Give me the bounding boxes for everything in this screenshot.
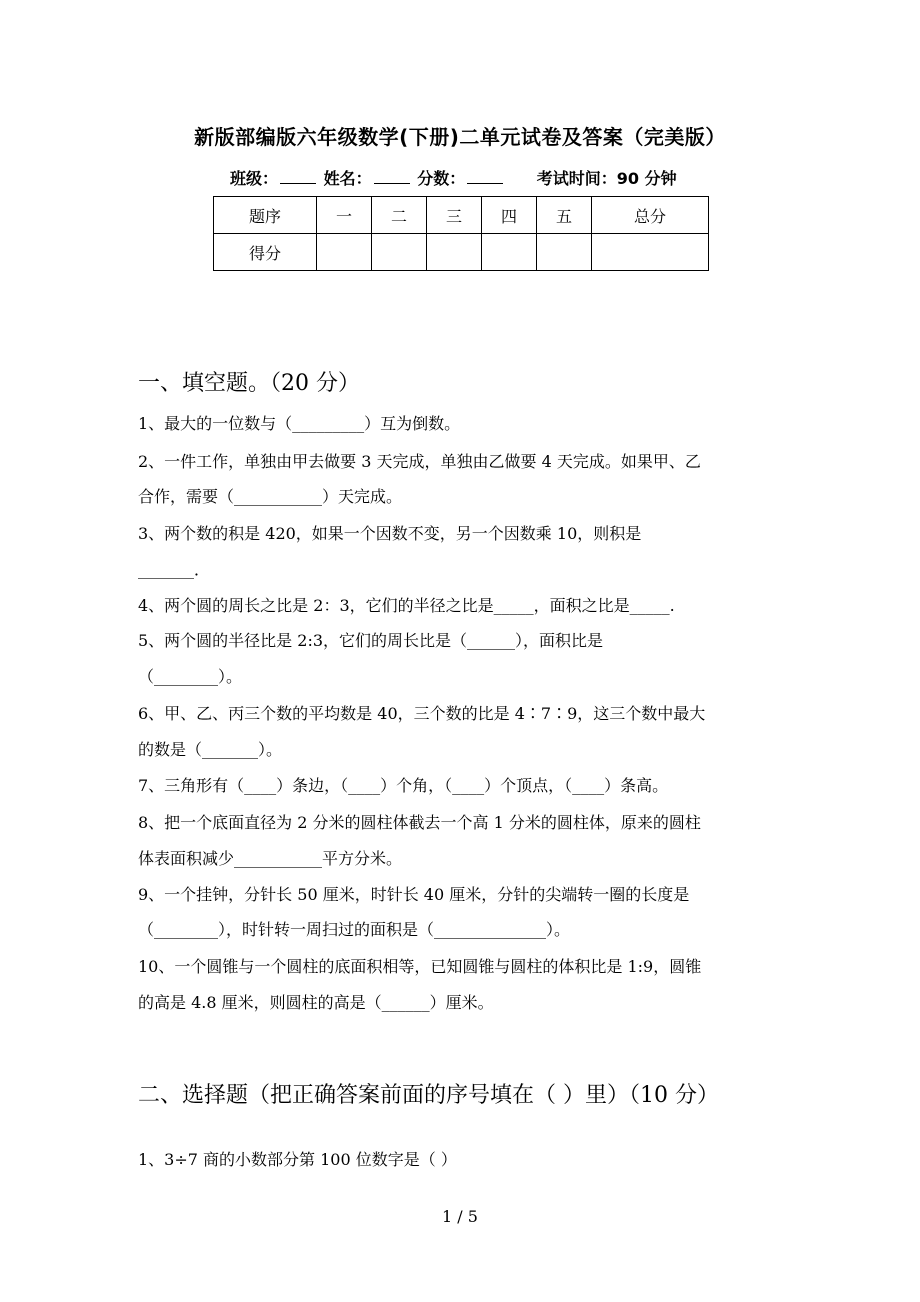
question-line: 10、一个圆锥与一个圆柱的底面积相等，已知圆锥与圆柱的体积比是 1:9，圆锥 bbox=[138, 957, 702, 976]
score-table-header-row bbox=[214, 197, 709, 234]
question-line: （________），时针转一周扫过的面积是（______________）。 bbox=[138, 920, 571, 939]
student-info-line bbox=[230, 166, 710, 189]
page-title: 新版部编版六年级数学(下册)二单元试卷及答案（完美版） bbox=[194, 125, 726, 149]
score-blank bbox=[467, 169, 503, 184]
question-line: 体表面积减少___________平方分米。 bbox=[138, 849, 403, 868]
question-line: 4、两个圆的周长之比是 2：3，它们的半径之比是_____，面积之比是_____. bbox=[138, 596, 675, 615]
question-line: 8、把一个底面直径为 2 分米的圆柱体截去一个高 1 分米的圆柱体，原来的圆柱 bbox=[138, 813, 701, 832]
question-line: _______． bbox=[138, 560, 211, 579]
table-header-cell: 三 bbox=[427, 197, 482, 234]
score-cell bbox=[427, 234, 482, 271]
question-line: 1、最大的一位数与（_________）互为倒数。 bbox=[138, 414, 461, 433]
table-header-cell: 题序 bbox=[214, 197, 317, 234]
table-header-cell: 四 bbox=[482, 197, 537, 234]
exam-time: 考试时间：90 分钟 bbox=[536, 169, 677, 188]
name-label: 姓名： bbox=[323, 169, 372, 188]
name-blank bbox=[374, 169, 410, 184]
question-line: 1、3÷7 商的小数部分第 100 位数字是（ ） bbox=[138, 1150, 457, 1169]
table-header-cell: 五 bbox=[537, 197, 592, 234]
score-cell bbox=[482, 234, 537, 271]
table-header-cell: 总分 bbox=[592, 197, 709, 234]
question-line: 的数是（_______）。 bbox=[138, 740, 283, 759]
score-cell bbox=[537, 234, 592, 271]
question-line: 7、三角形有（____）条边，（____）个角，（____）个顶点，（____）条高。 bbox=[138, 776, 669, 795]
section1-heading: 一、填空题。（20 分） bbox=[138, 371, 360, 396]
table-row-label: 得分 bbox=[214, 234, 317, 271]
score-table bbox=[213, 196, 709, 271]
question-line: 9、一个挂钟，分针长 50 厘米，时针长 40 厘米，分针的尖端转一圈的长度是 bbox=[138, 885, 690, 904]
score-label: 分数： bbox=[417, 169, 466, 188]
question-line: （________）。 bbox=[138, 667, 243, 686]
score-cell bbox=[317, 234, 372, 271]
table-header-cell: 二 bbox=[372, 197, 427, 234]
question-line: 2、一件工作，单独由甲去做要 3 天完成，单独由乙做要 4 天完成。如果甲、乙 bbox=[138, 452, 701, 471]
question-line: 6、甲、乙、丙三个数的平均数是 40，三个数的比是 4∶7∶9，这三个数中最大 bbox=[138, 704, 706, 723]
question-line: 3、两个数的积是 420，如果一个因数不变，另一个因数乘 10，则积是 bbox=[138, 524, 642, 543]
score-table-row bbox=[214, 234, 709, 271]
score-cell bbox=[372, 234, 427, 271]
question-line: 合作，需要（___________）天完成。 bbox=[138, 487, 403, 506]
section2-heading: 二、选择题（把正确答案前面的序号填在（ ）里）（10 分） bbox=[138, 1083, 719, 1108]
question-line: 5、两个圆的半径比是 2:3，它们的周长比是（______），面积比是 bbox=[138, 631, 604, 650]
score-cell bbox=[592, 234, 709, 271]
question-line: 的高是 4.8 厘米，则圆柱的高是（______）厘米。 bbox=[138, 993, 494, 1012]
class-blank bbox=[280, 169, 316, 184]
page-number: 1 / 5 bbox=[442, 1207, 478, 1226]
table-header-cell: 一 bbox=[317, 197, 372, 234]
class-label: 班级： bbox=[230, 169, 279, 188]
